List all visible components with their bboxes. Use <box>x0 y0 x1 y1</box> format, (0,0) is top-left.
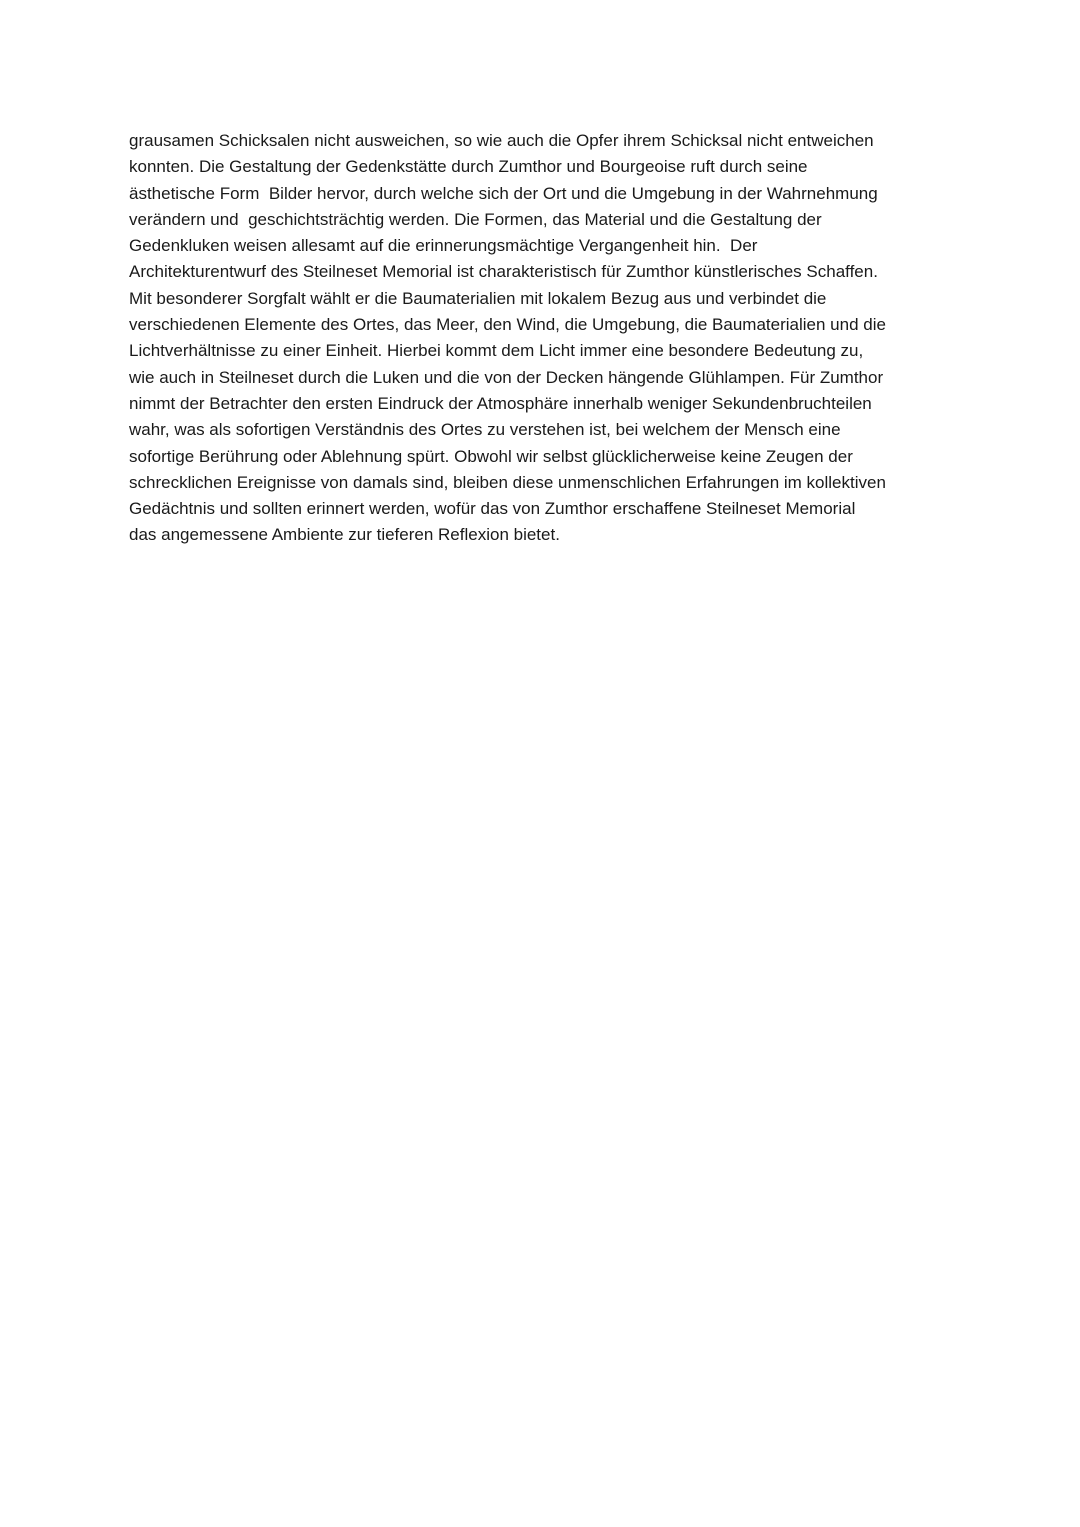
text-line: nimmt der Betrachter den ersten Eindruck der Atmosphäre innerhalb weniger Sekundenbruchteilen <box>129 393 872 413</box>
text-line: das angemessene Ambiente zur tieferen Reflexion bietet. <box>129 525 560 545</box>
text-line: verschiedenen Elemente des Ortes, das Meer, den Wind, die Umgebung, die Baumaterialien und die <box>129 315 886 335</box>
text-line: grausamen Schicksalen nicht ausweichen, so wie auch die Opfer ihrem Schicksal nicht entweichen <box>129 131 874 150</box>
text-line: konnten. Die Gestaltung der Gedenkstätte durch Zumthor und Bourgeoise ruft durch seine <box>129 157 808 177</box>
text-line: Gedächtnis und sollten erinnert werden, wofür das von Zumthor erschaffene Steilneset Memorial <box>129 499 856 519</box>
text-line: Lichtverhältnisse zu einer Einheit. Hierbei kommt dem Licht immer eine besondere Bedeutung zu, <box>129 341 864 361</box>
text-line: Gedenkluken weisen allesamt auf die erinnerungsmächtige Vergangenheit hin. Der <box>129 236 758 256</box>
text-line: Mit besonderer Sorgfalt wählt er die Baumaterialien mit lokalem Bezug aus und verbindet die <box>129 288 827 308</box>
text-line: ästhetische Form Bilder hervor, durch welche sich der Ort und die Umgebung in der Wahrnehmung <box>129 183 878 203</box>
text-line: wahr, was als sofortigen Verständnis des Ortes zu verstehen ist, bei welchem der Mensch eine <box>129 420 841 440</box>
text-line: Architekturentwurf des Steilneset Memorial ist charakteristisch für Zumthor künstlerisches Schaffen. <box>129 262 878 282</box>
body-paragraph <box>129 128 969 549</box>
text-line: wie auch in Steilneset durch die Luken und die von der Decken hängende Glühlampen. Für Zumthor <box>129 367 884 387</box>
text-line: schrecklichen Ereignisse von damals sind, bleiben diese unmenschlichen Erfahrungen im kollektiven <box>129 472 886 492</box>
text-line: verändern und geschichtsträchtig werden. Die Formen, das Material und die Gestaltung der <box>129 209 822 229</box>
text-line: sofortige Berührung oder Ablehnung spürt. Obwohl wir selbst glücklicherweise keine Zeugen der <box>129 446 853 466</box>
